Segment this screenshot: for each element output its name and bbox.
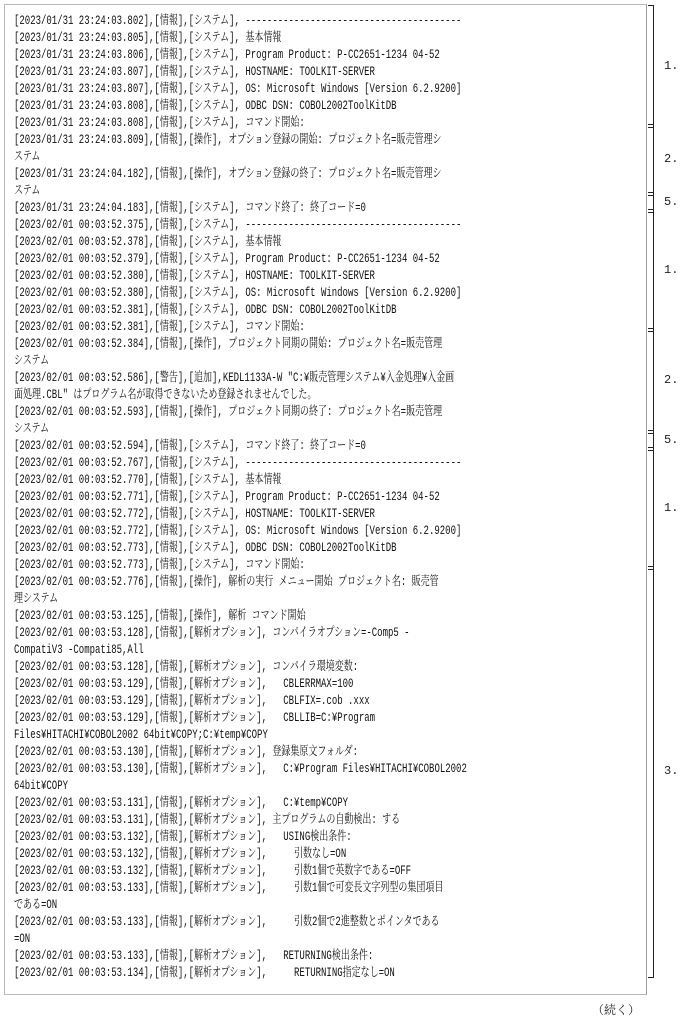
section-label: 1. [664, 262, 679, 277]
log-line: [2023/02/01 00:03:52.772],[情報],[システム], HOSTNAME: TOOLKIT-SERVER [14, 507, 375, 521]
section-bracket [648, 124, 654, 196]
log-line: [2023/02/01 00:03:53.130],[情報],[解析オプション], 登録集原文フォルダ: [14, 745, 359, 759]
continued-note: （続く） [592, 1003, 641, 1017]
log-line: [2023/02/01 00:03:52.594],[情報],[システム], コマンド終了: 終了コード=0 [14, 439, 366, 453]
log-line: ステム [14, 184, 41, 198]
log-line: [2023/02/01 00:03:53.129],[情報],[解析オプション], CBLERRMAX=100 [14, 677, 354, 691]
log-panel [4, 4, 647, 995]
log-line: [2023/01/31 23:24:04.182],[情報],[操作], オプション登録の終了: プロジェクト名=販売管理シ [14, 167, 442, 181]
section-bracket [648, 5, 654, 128]
log-line: [2023/01/31 23:24:03.808],[情報],[システム], ODBC DSN: COBOL2002ToolKitDB [14, 99, 397, 113]
log-line: システム [14, 422, 50, 436]
log-line: [2023/02/01 00:03:52.379],[情報],[システム], Program Product: P-CC2651-1234 04-52 [14, 252, 440, 266]
log-line: 面処理.CBL" はプログラム名が取得できないため登録されませんでした。 [14, 388, 317, 402]
log-line: [2023/01/31 23:24:03.807],[情報],[システム], OS: Microsoft Windows [Version 6.2.9200] [14, 82, 462, 96]
log-line: [2023/01/31 23:24:03.808],[情報],[システム], コマンド開始: [14, 116, 305, 130]
section-label: 2. [664, 152, 679, 166]
log-line: CompatiV3 -Compati85,All [14, 643, 144, 657]
log-line: [2023/02/01 00:03:52.776],[情報],[操作], 解析の実行 メニュー開始 プロジェクト名: 販売管 [14, 575, 439, 589]
log-line: [2023/02/01 00:03:52.586],[警告],[追加],KEDL1133A-W "C:¥販売管理システム¥入金処理¥入金画 [14, 371, 455, 385]
section-bracket [648, 447, 654, 570]
log-line: [2023/02/01 00:03:53.130],[情報],[解析オプション], C:¥Program Files¥HITACHI¥COBOL2002 [14, 762, 467, 776]
log-line: [2023/01/31 23:24:03.805],[情報],[システム], 基本情報 [14, 31, 282, 45]
log-line: [2023/02/01 00:03:53.132],[情報],[解析オプション], 引数なし=ON [14, 847, 347, 861]
log-line: [2023/02/01 00:03:53.133],[情報],[解析オプション], 引数1個で可変長文字列型の集団項目 [14, 881, 444, 895]
log-line: [2023/01/31 23:24:03.802],[情報],[システム], ---------------------------------------- [14, 14, 462, 28]
log-line: [2023/02/01 00:03:53.132],[情報],[解析オプション], 引数1個で英数字である=OFF [14, 864, 412, 878]
log-line: [2023/02/01 00:03:53.129],[情報],[解析オプション], CBLFIX=.cob .xxx [14, 694, 370, 708]
log-line: [2023/02/01 00:03:53.128],[情報],[解析オプション], コンパイラオプション=-Comp5 - [14, 626, 410, 640]
log-line: システム [14, 354, 50, 368]
log-line: [2023/02/01 00:03:53.133],[情報],[解析オプション], 引数2個で2進整数とポインタである [14, 915, 440, 929]
log-line: [2023/02/01 00:03:53.129],[情報],[解析オプション], CBLLIB=C:¥Program [14, 711, 376, 725]
section-label: 3. [664, 764, 679, 778]
log-line: [2023/02/01 00:03:52.381],[情報],[システム], コマンド開始: [14, 320, 305, 334]
log-line: 64bit¥COPY [14, 779, 69, 793]
section-bracket [648, 209, 654, 332]
log-line: [2023/01/31 23:24:03.809],[情報],[操作], オプション登録の開始: プロジェクト名=販売管理シ [14, 133, 442, 147]
section-label: 1. [664, 58, 679, 73]
log-line: [2023/02/01 00:03:52.773],[情報],[システム], コマンド開始: [14, 558, 305, 572]
log-line: 理システム [14, 592, 59, 606]
log-line: [2023/02/01 00:03:52.381],[情報],[システム], ODBC DSN: COBOL2002ToolKitDB [14, 303, 397, 317]
section-label: 2. [664, 373, 679, 387]
section-label: 5. [664, 194, 679, 209]
log-line: [2023/02/01 00:03:52.380],[情報],[システム], HOSTNAME: TOOLKIT-SERVER [14, 269, 375, 283]
section-label: 5. [664, 432, 679, 447]
log-line: [2023/02/01 00:03:52.770],[情報],[システム], 基本情報 [14, 473, 282, 487]
log-line: [2023/02/01 00:03:53.133],[情報],[解析オプション], RETURNING検出条件: [14, 949, 374, 963]
log-line: Files¥HITACHI¥COBOL2002 64bit¥COPY;C:¥temp¥COPY [14, 728, 268, 742]
log-lines [14, 13, 643, 982]
log-line: である=ON [14, 898, 58, 912]
log-line: [2023/02/01 00:03:53.131],[情報],[解析オプション], 主プログラムの自動検出: する [14, 813, 401, 827]
log-line: [2023/02/01 00:03:53.131],[情報],[解析オプション], C:¥temp¥COPY [14, 796, 349, 810]
log-line: [2023/02/01 00:03:53.125],[情報],[操作], 解析 コマンド開始 [14, 609, 306, 623]
log-line: =ON [14, 932, 31, 946]
log-line: [2023/02/01 00:03:52.773],[情報],[システム], ODBC DSN: COBOL2002ToolKitDB [14, 541, 397, 555]
section-bracket [648, 566, 654, 978]
log-line: [2023/02/01 00:03:52.384],[情報],[操作], プロジェクト同期の開始: プロジェクト名=販売管理 [14, 337, 443, 351]
log-line: [2023/02/01 00:03:52.378],[情報],[システム], 基本情報 [14, 235, 282, 249]
section-label: 1. [664, 500, 679, 515]
log-line: [2023/02/01 00:03:53.132],[情報],[解析オプション], USING検出条件: [14, 830, 352, 844]
log-line: [2023/02/01 00:03:52.380],[情報],[システム], OS: Microsoft Windows [Version 6.2.9200] [14, 286, 462, 300]
log-line: [2023/02/01 00:03:52.772],[情報],[システム], OS: Microsoft Windows [Version 6.2.9200] [14, 524, 462, 538]
log-line: [2023/02/01 00:03:53.128],[情報],[解析オプション], コンパイラ環境変数: [14, 660, 359, 674]
log-line: ステム [14, 150, 41, 164]
log-line: [2023/02/01 00:03:52.593],[情報],[操作], プロジェクト同期の終了: プロジェクト名=販売管理 [14, 405, 443, 419]
log-line: [2023/02/01 00:03:53.134],[情報],[解析オプション], RETURNING指定なし=ON [14, 966, 395, 980]
log-line: [2023/02/01 00:03:52.771],[情報],[システム], Program Product: P-CC2651-1234 04-52 [14, 490, 440, 504]
log-line: [2023/01/31 23:24:03.806],[情報],[システム], Program Product: P-CC2651-1234 04-52 [14, 48, 440, 62]
section-bracket [648, 328, 654, 434]
log-line: [2023/02/01 00:03:52.767],[情報],[システム], ---------------------------------------- [14, 456, 462, 470]
log-line: [2023/01/31 23:24:03.807],[情報],[システム], HOSTNAME: TOOLKIT-SERVER [14, 65, 375, 79]
log-line: [2023/02/01 00:03:52.375],[情報],[システム], ---------------------------------------- [14, 218, 462, 232]
log-line: [2023/01/31 23:24:04.183],[情報],[システム], コマンド終了: 終了コード=0 [14, 201, 366, 215]
